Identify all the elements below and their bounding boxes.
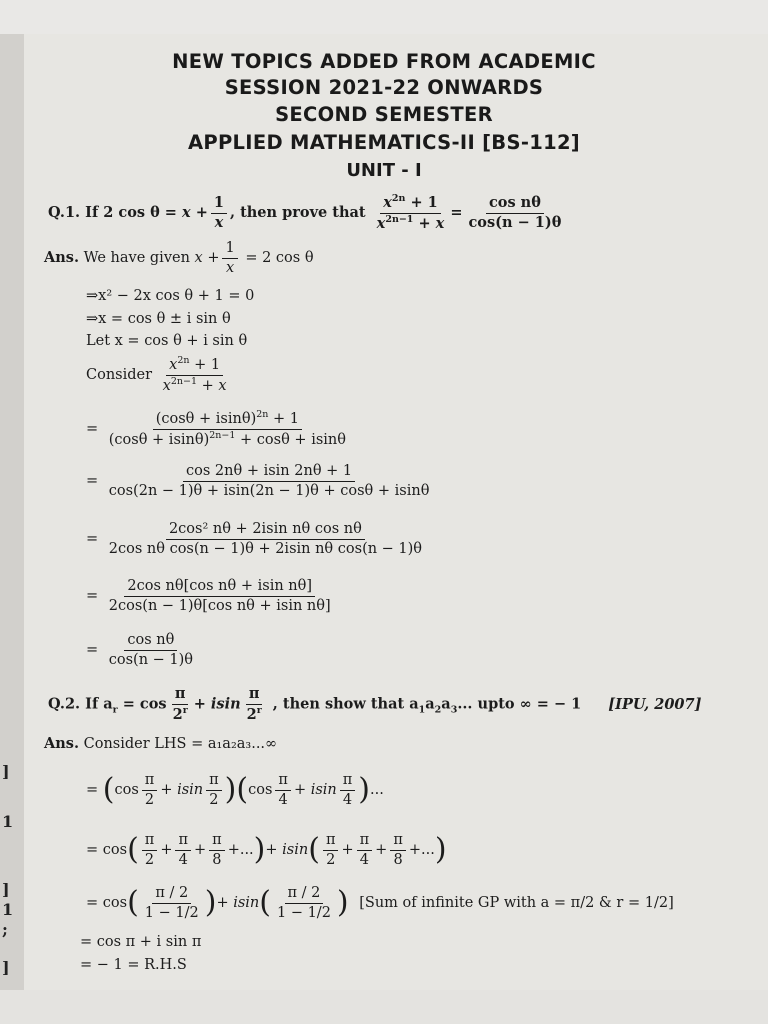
frac-den: 1 − 1/2	[144, 904, 199, 921]
q2-frac-1	[170, 686, 191, 723]
paren-close: )	[224, 772, 237, 808]
a1-given-rhs: = 2 cos θ	[245, 250, 314, 267]
a1-frac-2-num: cos 2nθ + isin 2nθ + 1	[183, 463, 355, 482]
equals: =	[86, 473, 99, 490]
plus: +	[375, 842, 388, 859]
a1-frac-5-num: cos nθ	[124, 632, 177, 651]
a2-step-5: = − 1 = R.H.S	[80, 957, 187, 973]
a2-gp-note: [Sum of infinite GP with a = π/2 & r = 1/2]	[359, 895, 674, 912]
a1-step-1: ⇒x² − 2x cos θ + 1 = 0	[86, 288, 255, 304]
paren-open: (	[308, 832, 320, 868]
plus: +	[160, 842, 173, 859]
a1-frac-1	[106, 410, 349, 448]
equals: =	[86, 531, 99, 548]
a1-step-frac-4	[86, 578, 337, 614]
frac-num: π	[323, 832, 339, 851]
q1-frac-num: 1	[211, 195, 227, 214]
q1-frac-1-over-x	[211, 195, 227, 231]
header-line-1: NEW TOPICS ADDED FROM ACADEMIC	[172, 50, 596, 73]
q2-sub1: 1	[418, 704, 426, 716]
frac-den: 8	[393, 851, 403, 868]
frac-num: π	[390, 832, 406, 851]
a1-step-frac-2	[86, 463, 435, 499]
q2-reference: [IPU, 2007]	[608, 695, 702, 713]
answer-2-intro	[44, 735, 277, 753]
equals: =	[86, 588, 99, 605]
a2-step-4: = cos π + i sin π	[80, 934, 202, 950]
a1-step-frac-1	[86, 410, 352, 448]
q2-frac-1-num: π	[172, 686, 189, 705]
edge-mark: ]	[2, 958, 10, 977]
q2-eq-cos: = cos	[122, 695, 167, 713]
a1-frac-1-over-x	[222, 240, 237, 276]
a1-frac-4	[106, 578, 334, 614]
q2-frac-2-num: π	[246, 686, 263, 705]
a2-isin: + isin	[216, 895, 260, 912]
a2-cos: cos	[114, 782, 139, 799]
a1-frac-1-den-exp: 2n−1	[209, 429, 236, 441]
q1-lhs-num-rest: + 1	[405, 194, 438, 211]
a1-frac-5	[106, 632, 196, 668]
q2-frac-2	[244, 686, 265, 723]
q1-lhs-den: x	[376, 214, 386, 232]
edge-mark: 1	[2, 900, 14, 919]
a1-frac-1-den: (cosθ + isinθ)	[108, 431, 210, 448]
q2-a3: a	[441, 695, 451, 713]
a2-step-3	[86, 885, 674, 921]
a1-consider-num-exp: 2n	[177, 355, 190, 366]
frac-den: 2	[144, 791, 155, 808]
background-bottom	[0, 990, 768, 1024]
a1-step-frac-5	[86, 632, 199, 668]
background-top	[0, 0, 768, 36]
plus-dots: +...	[408, 842, 435, 859]
a1-frac-1-den-rest: + cosθ + isinθ	[235, 431, 346, 448]
q1-rhs-frac	[465, 195, 564, 231]
q2-frac-1-den-exp: r	[182, 704, 188, 716]
a1-frac-3-num: 2cos² nθ + 2isin nθ cos nθ	[166, 521, 365, 540]
q2-then: , then show that a	[272, 695, 419, 713]
edge-mark: ;	[2, 920, 8, 939]
unit-title: UNIT - I	[346, 160, 422, 181]
frac-den: 2	[144, 851, 155, 868]
frac-num: π	[206, 772, 222, 791]
answer-1-intro	[44, 240, 314, 276]
equals: =	[86, 642, 99, 659]
frac-den: 1 − 1/2	[276, 904, 331, 921]
q2-sub2: 2	[434, 704, 442, 716]
paren-close: )	[204, 885, 217, 921]
q1-rhs-num: cos nθ	[486, 195, 544, 214]
q2-sub3: 3	[450, 704, 458, 716]
a2-step-2	[86, 832, 447, 868]
edge-mark: 1	[2, 812, 14, 831]
q1-lhs-num-exp: 2n	[391, 193, 406, 204]
q2-frac-2-den-exp: r	[256, 704, 262, 716]
a1-step-3: Let x = cos θ + i sin θ	[86, 333, 248, 349]
a1-consider	[86, 356, 233, 394]
a2-isin: + isin	[265, 842, 309, 859]
paren-open: (	[127, 832, 139, 868]
q1-label: Q.1.	[48, 204, 81, 222]
frac-den: 2	[209, 791, 219, 808]
frac-num: π / 2	[152, 885, 191, 904]
a1-step-2: ⇒x = cos θ ± i sin θ	[86, 311, 231, 327]
a2-step-1	[86, 772, 384, 808]
edge-mark: ]	[2, 762, 10, 781]
a1-frac-5-den: cos(n − 1)θ	[108, 651, 194, 668]
frac-num: π / 2	[285, 885, 324, 904]
q1-equals: =	[450, 204, 463, 222]
q1-rhs-den: cos(n − 1)θ	[468, 213, 562, 231]
a1-given: We have given	[83, 250, 190, 267]
q1-lhs-frac	[374, 194, 448, 232]
frac-num: π	[275, 772, 291, 791]
a2-consider: Consider LHS = a₁a₂a₃...∞	[83, 736, 278, 752]
a2-dots: ...	[370, 782, 384, 799]
frac-den: 4	[359, 851, 369, 868]
a1-consider-num: x	[169, 357, 178, 373]
paren-close: )	[358, 772, 371, 808]
a2-isin: + isin	[160, 782, 204, 799]
paren-open: (	[127, 885, 139, 921]
a2-label: Ans.	[44, 735, 80, 752]
a1-consider-den-rest: + x	[197, 377, 227, 394]
frac-den: 4	[278, 791, 288, 808]
q2-plus-isin: + isin	[193, 695, 241, 713]
a1-frac-2	[106, 463, 433, 499]
paren-close: )	[434, 832, 447, 868]
frac-num: π	[142, 832, 158, 851]
paren-close: )	[253, 832, 266, 868]
a1-frac-num: 1	[222, 240, 237, 259]
frac-den: 4	[178, 851, 188, 868]
edge-mark: ]	[2, 880, 10, 899]
q1-frac-den: x	[214, 213, 224, 231]
frac-num: π	[209, 832, 225, 851]
frac-num: π	[175, 832, 191, 851]
q2-a2: a	[425, 695, 435, 713]
header-line-2: SESSION 2021-22 ONWARDS	[224, 76, 544, 99]
frac-den: 8	[212, 851, 222, 868]
a1-frac-3	[106, 521, 425, 557]
a1-frac-1-num: (cosθ + isinθ)	[155, 411, 257, 427]
a1-consider-frac	[160, 356, 230, 394]
a1-frac-4-den: 2cos(n − 1)θ[cos nθ + isin nθ]	[108, 597, 331, 614]
a1-consider-num-rest: + 1	[189, 357, 221, 373]
paren-close: )	[336, 885, 349, 921]
q2-sub-r: r	[112, 704, 118, 716]
paren-open: (	[259, 885, 271, 921]
paren-open: (	[102, 772, 115, 808]
plus: +	[194, 842, 207, 859]
a2-isin: + isin	[293, 782, 337, 799]
q1-then: , then prove that	[229, 204, 366, 222]
frac-num: π	[142, 772, 158, 791]
a2-cos: cos	[248, 782, 273, 799]
paren-open: (	[236, 772, 249, 808]
a1-frac-1-num-exp: 2n	[256, 409, 269, 420]
q1-x-plus: x +	[182, 204, 208, 222]
q2-frac-2-den: 2	[246, 705, 257, 723]
plus: +	[341, 842, 354, 859]
a1-frac-den: x	[226, 259, 235, 276]
a1-label: Ans.	[44, 249, 80, 267]
a1-consider-den-exp: 2n−1	[170, 375, 198, 387]
question-2	[48, 686, 701, 723]
a1-frac-4-num: 2cos nθ[cos nθ + isin nθ]	[124, 578, 315, 597]
equals: =	[86, 421, 99, 438]
q1-lhs-den-rest: + x	[413, 214, 445, 232]
a1-step-frac-3	[86, 521, 428, 557]
q1-lhs-num: x	[383, 194, 392, 211]
q2-label: Q.2.	[48, 695, 81, 713]
frac-num: π	[340, 772, 356, 791]
header-line-3: SECOND SEMESTER	[275, 103, 493, 126]
q2-rest: ... upto ∞ = − 1	[457, 695, 582, 713]
q2-if: If a	[85, 695, 113, 713]
frac-den: 4	[342, 791, 353, 808]
a2-eq-cos: = cos	[86, 842, 128, 859]
a1-frac-2-den: cos(2n − 1)θ + isin(2n − 1)θ + cosθ + isinθ	[108, 482, 430, 499]
frac-den: 2	[326, 851, 336, 868]
question-1	[48, 194, 567, 232]
plus-dots: +...	[227, 842, 254, 859]
a1-frac-1-num-rest: + 1	[268, 411, 299, 427]
a1-x-plus: x +	[194, 250, 220, 267]
header-line-4: APPLIED MATHEMATICS-II [BS-112]	[187, 131, 581, 154]
a1-frac-3-den: 2cos nθ cos(n − 1)θ + 2isin nθ cos(n − 1)θ	[108, 540, 423, 557]
q2-frac-1-den: 2	[172, 705, 183, 723]
q1-if: If 2 cos θ =	[85, 204, 177, 222]
a1-consider-den: x	[162, 377, 171, 394]
equals: =	[86, 782, 99, 799]
frac-num: π	[357, 832, 373, 851]
a2-eq-cos: = cos	[86, 895, 128, 912]
a1-consider-label: Consider	[86, 367, 153, 384]
q1-lhs-den-exp: 2n−1	[385, 213, 414, 225]
